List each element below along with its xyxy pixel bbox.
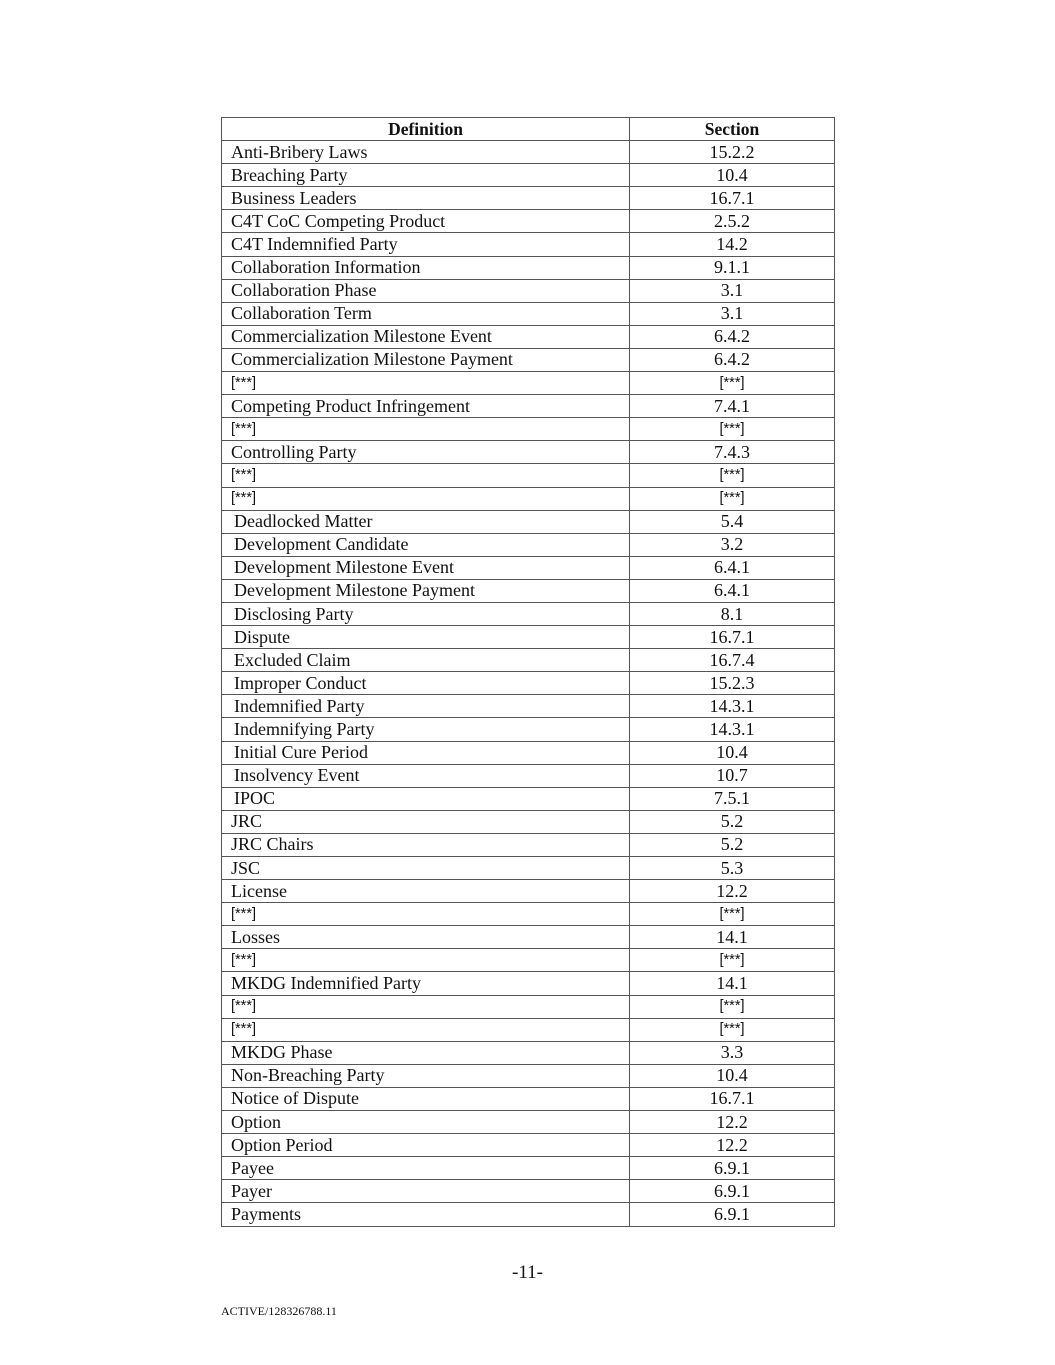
definition-term: MKDG Indemnified Party bbox=[222, 972, 630, 995]
table-row bbox=[222, 464, 835, 487]
section-reference: 12.2 bbox=[630, 1111, 835, 1134]
table-row bbox=[222, 441, 835, 464]
section-reference: 10.4 bbox=[630, 1064, 835, 1087]
table-row bbox=[222, 833, 835, 856]
definition-term: Business Leaders bbox=[222, 187, 630, 210]
definition-term: IPOC bbox=[222, 787, 630, 810]
definition-term: Indemnified Party bbox=[222, 695, 630, 718]
definition-term: Competing Product Infringement bbox=[222, 395, 630, 418]
table-row bbox=[222, 787, 835, 810]
definition-term: Notice of Dispute bbox=[222, 1087, 630, 1110]
definition-term: Breaching Party bbox=[222, 164, 630, 187]
table-row bbox=[222, 1203, 835, 1226]
section-reference: 16.7.1 bbox=[630, 626, 835, 649]
definition-term: C4T Indemnified Party bbox=[222, 233, 630, 256]
section-reference: 5.2 bbox=[630, 833, 835, 856]
section-reference: 14.3.1 bbox=[630, 695, 835, 718]
section-reference: 7.5.1 bbox=[630, 787, 835, 810]
definition-term: [***] bbox=[222, 1018, 630, 1041]
section-reference: 14.3.1 bbox=[630, 718, 835, 741]
definition-term: Controlling Party bbox=[222, 441, 630, 464]
document-id-footer: ACTIVE/128326788.11 bbox=[221, 1304, 337, 1318]
definition-term: Deadlocked Matter bbox=[222, 510, 630, 533]
table-row bbox=[222, 972, 835, 995]
definitions-table-body bbox=[222, 141, 835, 1226]
section-reference: [***] bbox=[630, 995, 835, 1018]
section-reference: 7.4.3 bbox=[630, 441, 835, 464]
definitions-table bbox=[221, 117, 835, 1227]
definition-term: Excluded Claim bbox=[222, 649, 630, 672]
section-reference: 5.2 bbox=[630, 810, 835, 833]
definition-term: Commercialization Milestone Event bbox=[222, 325, 630, 348]
definition-column-header: Definition bbox=[222, 118, 630, 141]
table-row bbox=[222, 510, 835, 533]
table-row bbox=[222, 880, 835, 903]
table-row bbox=[222, 741, 835, 764]
definition-term: Dispute bbox=[222, 626, 630, 649]
table-row bbox=[222, 1087, 835, 1110]
section-reference: 3.1 bbox=[630, 302, 835, 325]
definition-term: Collaboration Phase bbox=[222, 279, 630, 302]
definition-term: JSC bbox=[222, 857, 630, 880]
table-row bbox=[222, 764, 835, 787]
table-row bbox=[222, 995, 835, 1018]
definition-term: [***] bbox=[222, 464, 630, 487]
table-row bbox=[222, 810, 835, 833]
table-row bbox=[222, 210, 835, 233]
section-reference: 6.4.2 bbox=[630, 348, 835, 371]
section-reference: 2.5.2 bbox=[630, 210, 835, 233]
table-row bbox=[222, 141, 835, 164]
definition-term: Indemnifying Party bbox=[222, 718, 630, 741]
definition-term: Payments bbox=[222, 1203, 630, 1226]
table-row bbox=[222, 256, 835, 279]
definition-term: Losses bbox=[222, 926, 630, 949]
definition-term: [***] bbox=[222, 372, 630, 395]
definition-term: Initial Cure Period bbox=[222, 741, 630, 764]
section-reference: [***] bbox=[630, 1018, 835, 1041]
definition-term: Development Milestone Payment bbox=[222, 579, 630, 602]
table-row bbox=[222, 579, 835, 602]
section-reference: 5.4 bbox=[630, 510, 835, 533]
definition-term: JRC bbox=[222, 810, 630, 833]
table-row bbox=[222, 672, 835, 695]
definition-term: [***] bbox=[222, 487, 630, 510]
table-row bbox=[222, 302, 835, 325]
table-row bbox=[222, 1180, 835, 1203]
table-row bbox=[222, 1134, 835, 1157]
table-row bbox=[222, 533, 835, 556]
definition-term: Non-Breaching Party bbox=[222, 1064, 630, 1087]
page-number: -11- bbox=[512, 1262, 543, 1283]
section-reference: 6.4.1 bbox=[630, 556, 835, 579]
section-reference: 5.3 bbox=[630, 857, 835, 880]
table-row bbox=[222, 857, 835, 880]
section-column-header: Section bbox=[630, 118, 835, 141]
section-reference: 10.7 bbox=[630, 764, 835, 787]
section-reference: 16.7.1 bbox=[630, 1087, 835, 1110]
section-reference: 6.4.2 bbox=[630, 325, 835, 348]
section-reference: 16.7.1 bbox=[630, 187, 835, 210]
table-row bbox=[222, 602, 835, 625]
table-row bbox=[222, 164, 835, 187]
section-reference: [***] bbox=[630, 372, 835, 395]
definition-term: [***] bbox=[222, 903, 630, 926]
section-reference: 6.9.1 bbox=[630, 1180, 835, 1203]
table-row bbox=[222, 903, 835, 926]
definition-term: Disclosing Party bbox=[222, 602, 630, 625]
section-reference: 6.9.1 bbox=[630, 1203, 835, 1226]
definition-term: Collaboration Information bbox=[222, 256, 630, 279]
table-row bbox=[222, 1111, 835, 1134]
section-reference: 10.4 bbox=[630, 164, 835, 187]
section-reference: 14.1 bbox=[630, 926, 835, 949]
table-row bbox=[222, 187, 835, 210]
definition-term: Development Milestone Event bbox=[222, 556, 630, 579]
table-row bbox=[222, 233, 835, 256]
table-row bbox=[222, 348, 835, 371]
definition-term: [***] bbox=[222, 949, 630, 972]
table-row bbox=[222, 718, 835, 741]
section-reference: [***] bbox=[630, 418, 835, 441]
section-reference: 3.3 bbox=[630, 1041, 835, 1064]
table-row bbox=[222, 1018, 835, 1041]
section-reference: 7.4.1 bbox=[630, 395, 835, 418]
definition-term: Collaboration Term bbox=[222, 302, 630, 325]
table-header-row bbox=[222, 118, 835, 141]
table-row bbox=[222, 949, 835, 972]
section-reference: 6.9.1 bbox=[630, 1157, 835, 1180]
definition-term: Commercialization Milestone Payment bbox=[222, 348, 630, 371]
section-reference: 10.4 bbox=[630, 741, 835, 764]
definition-term: License bbox=[222, 880, 630, 903]
table-row bbox=[222, 1064, 835, 1087]
section-reference: 9.1.1 bbox=[630, 256, 835, 279]
section-reference: 15.2.3 bbox=[630, 672, 835, 695]
table-row bbox=[222, 649, 835, 672]
definition-term: C4T CoC Competing Product bbox=[222, 210, 630, 233]
table-row bbox=[222, 418, 835, 441]
section-reference: 14.2 bbox=[630, 233, 835, 256]
section-reference: 6.4.1 bbox=[630, 579, 835, 602]
section-reference: 12.2 bbox=[630, 880, 835, 903]
definition-term: Option Period bbox=[222, 1134, 630, 1157]
section-reference: [***] bbox=[630, 487, 835, 510]
section-reference: 8.1 bbox=[630, 602, 835, 625]
definition-term: MKDG Phase bbox=[222, 1041, 630, 1064]
definition-term: JRC Chairs bbox=[222, 833, 630, 856]
section-reference: 14.1 bbox=[630, 972, 835, 995]
table-row bbox=[222, 325, 835, 348]
section-reference: [***] bbox=[630, 903, 835, 926]
table-row bbox=[222, 556, 835, 579]
table-row bbox=[222, 487, 835, 510]
section-reference: [***] bbox=[630, 464, 835, 487]
definition-term: Payer bbox=[222, 1180, 630, 1203]
table-row bbox=[222, 695, 835, 718]
section-reference: 3.1 bbox=[630, 279, 835, 302]
table-row bbox=[222, 1157, 835, 1180]
definition-term: Improper Conduct bbox=[222, 672, 630, 695]
section-reference: 12.2 bbox=[630, 1134, 835, 1157]
definition-term: Development Candidate bbox=[222, 533, 630, 556]
definition-term: Option bbox=[222, 1111, 630, 1134]
section-reference: [***] bbox=[630, 949, 835, 972]
definition-term: Payee bbox=[222, 1157, 630, 1180]
definition-term: Anti-Bribery Laws bbox=[222, 141, 630, 164]
table-row bbox=[222, 926, 835, 949]
table-row bbox=[222, 626, 835, 649]
table-row bbox=[222, 372, 835, 395]
definition-term: Insolvency Event bbox=[222, 764, 630, 787]
table-row bbox=[222, 1041, 835, 1064]
table-row bbox=[222, 395, 835, 418]
section-reference: 15.2.2 bbox=[630, 141, 835, 164]
section-reference: 3.2 bbox=[630, 533, 835, 556]
definition-term: [***] bbox=[222, 995, 630, 1018]
section-reference: 16.7.4 bbox=[630, 649, 835, 672]
table-row bbox=[222, 279, 835, 302]
definition-term: [***] bbox=[222, 418, 630, 441]
